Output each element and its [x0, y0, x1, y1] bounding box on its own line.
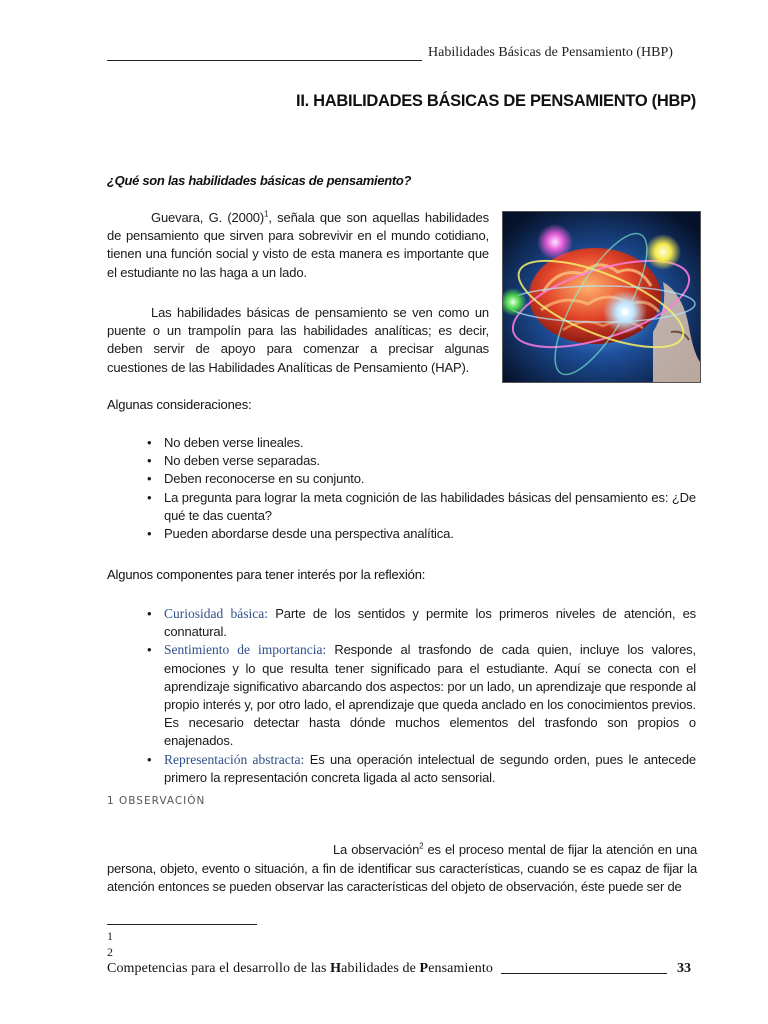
observation-rest: es el proceso mental de fijar la atención en una persona, objeto, evento o situación, a fin de identificar sus características, cuando se es capaz de fijar la atención entonces se pueden observar las características del objeto de observación, éste puede ser de	[107, 842, 697, 894]
list-item: • La pregunta para lograr la meta cognición de las habilidades básicas del pensamiento es: ¿De qué te das cuenta?	[147, 489, 696, 525]
paragraph1-rest: , señala que son aquellas habilidades de pensamiento que sirven para sobrevivir en el mundo cotidiano, tienen una función social y visto de esta manera es importante que el estudiante no las haga a un lado.	[107, 210, 489, 280]
running-header	[107, 44, 691, 61]
components-list	[147, 605, 696, 787]
paragraph-bridge	[107, 304, 489, 377]
footer-part: P	[419, 961, 429, 976]
component-text: Responde al trasfondo de cada quien, incluye los valores, emociones y lo que resulta tener significado para el estudiante. Aquí se conecta con el aprendizaje significativo abarcando dos aspectos: por un lado, un aprendizaje que responde al propio interés y, por otro lado, el aprendizaje que queda anclado en los conocimientos previos. Es necesario detectar hasta dónde muchos elementos del trasfondo son propios o enajenados.	[164, 642, 696, 749]
footnote-1: 1	[107, 929, 113, 943]
list-item: • No deben verse separadas.	[147, 452, 696, 470]
list-item: • Pueden abordarse desde una perspectiva analítica.	[147, 525, 696, 543]
footer-part: Competencias para el desarrollo de las	[107, 961, 331, 976]
component-term: Curiosidad básica:	[164, 606, 268, 621]
footer-part: ensamiento	[428, 961, 493, 976]
page-number: 33	[677, 961, 691, 976]
header-rule	[107, 44, 422, 61]
paragraph-guevara	[107, 209, 489, 282]
list-item: • No deben verse lineales.	[147, 434, 696, 452]
section-question: ¿Qué son las habilidades básicas de pensamiento?	[107, 173, 412, 188]
paragraph-observacion	[107, 841, 697, 897]
footer-part: abilidades de	[341, 961, 420, 976]
component-term: Sentimiento de importancia:	[164, 642, 327, 658]
running-title: Habilidades Básicas de Pensamiento (HBP)	[428, 45, 673, 60]
component-text: Es una operación intelectual de segundo orden, pues le antecede primero la representación concreta ligada al acto sensorial.	[164, 751, 696, 785]
paragraph2-text: Las habilidades básicas de pensamiento se ven como un puente o un trampolín para las habilidades analíticas; es decir, deben servir de apoyo para comenzar a precisar algunas cuestiones de las Habilidades Analíticas de Pensamiento (HAP).	[107, 305, 489, 375]
chapter-title: II. HABILIDADES BÁSICAS DE PENSAMIENTO (HBP)	[296, 92, 696, 110]
considerations-intro: Algunas consideraciones:	[107, 397, 252, 412]
paragraph1-start: Guevara, G. (2000)	[151, 210, 265, 225]
observation-start: La observación	[333, 842, 420, 857]
list-item: • Deben reconocerse en su conjunto.	[147, 470, 696, 488]
list-item	[147, 641, 696, 750]
footnote-ref-2[interactable]: 2	[419, 841, 424, 851]
brain-illustration	[502, 211, 701, 383]
component-term: Representación abstracta:	[164, 751, 305, 767]
footnote-ref-1[interactable]: 1	[264, 209, 269, 219]
list-item	[147, 751, 696, 787]
footnote-2: 2	[107, 945, 113, 959]
footnote-separator	[107, 924, 257, 925]
footer-rule	[501, 972, 667, 974]
components-intro: Algunos componentes para tener interés por la reflexión:	[107, 567, 426, 582]
footer-part: H	[330, 961, 342, 976]
footer-title	[107, 961, 493, 977]
list-item	[147, 605, 696, 641]
component-text: Parte de los sentidos y permite los primeros niveles de atención, es connatural.	[164, 606, 697, 640]
section-heading-observacion: 1 OBSERVACIÓN	[107, 795, 206, 807]
page-footer	[107, 961, 691, 977]
glowing-brain-icon	[503, 212, 700, 382]
considerations-list	[147, 434, 696, 543]
